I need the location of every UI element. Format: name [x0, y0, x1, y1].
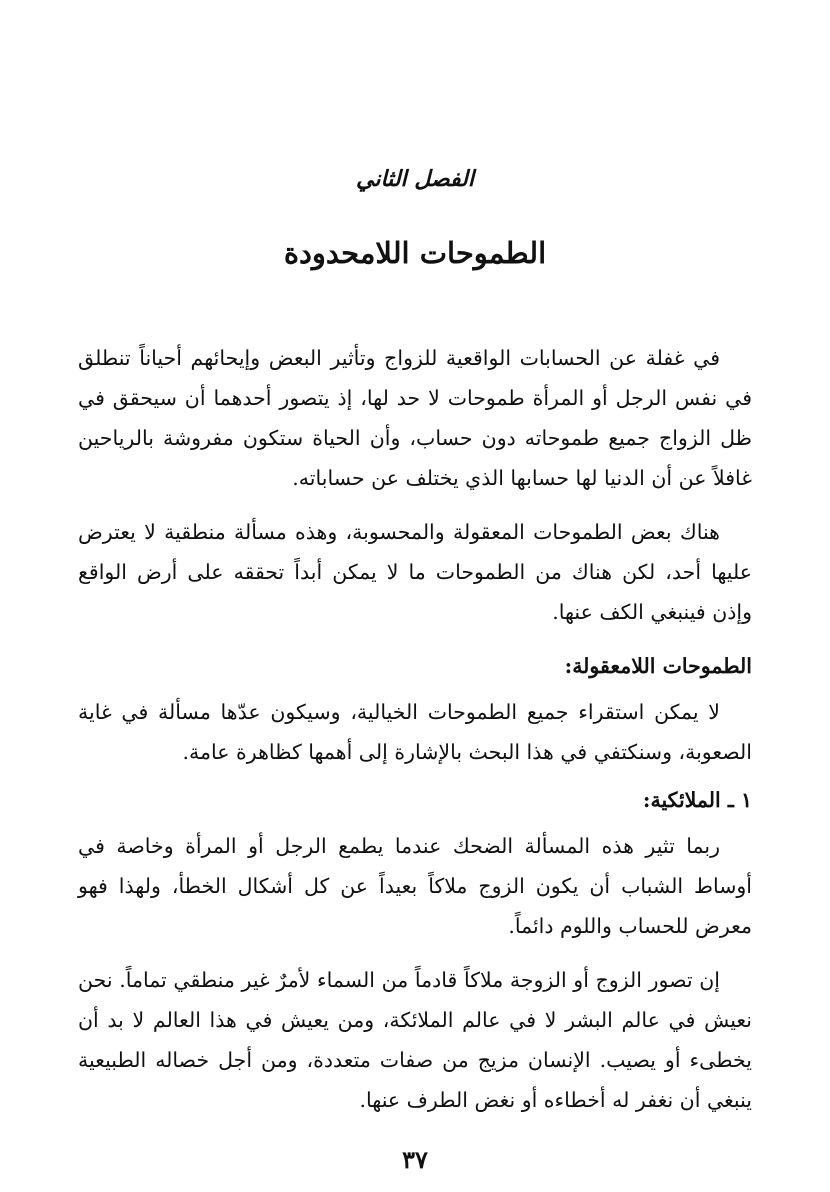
page-number: ٣٧: [402, 1145, 428, 1174]
paragraph-human-nature: إن تصور الزوج أو الزوجة ملاكاً قادماً من السماء لأمرٌ غير منطقي تماماً. نحن نعيش في عالم البشر لا في عالم الملائكة، ومن يعيش في هذا العالم لا بد أن يخطىء أو يصيب. الإنسان مزيج من صفات متعددة، ومن أجل خصاله الطبيعية ينبغي أن نغفر له أخطاءه أو نغض الطرف عنها.: [78, 968, 752, 1112]
paragraph-angelic-expectation: ربما تثير هذه المسألة الضحك عندما يطمع الرجل أو المرأة وخاصة في أوساط الشباب أن يكون الزوج ملاكاً بعيداً عن كل أشكال الخطأ، ولهذا فهو معرض للحساب واللوم دائماً.: [78, 834, 752, 938]
paragraph-reasonable-ambitions: هناك بعض الطموحات المعقولة والمحسوبة، وهذه مسألة منطقية لا يعترض عليها أحد، لكن هناك من الطموحات ما لا يمكن أبداً تحققه على أرض الواقع وإذن فينبغي الكف عنها.: [78, 520, 752, 624]
book-page: [78, 0, 752, 1192]
paragraph-unreasonable-ambitions: لا يمكن استقراء جميع الطموحات الخيالية، وسيكون عدّها مسألة في غاية الصعوبة، وسنكتفي في هذا البحث بالإشارة إلى أهمها كظاهرة عامة.: [78, 700, 752, 764]
paragraph-intro: في غفلة عن الحسابات الواقعية للزواج وتأثير البعض وإيحائهم أحياناً تنطلق في نفس الرجل أو المرأة طموحات لا حد لها، إذ يتصور أحدهما أن سيحقق في ظل الزواج جميع طموحاته دون حساب، وأن الحياة ستكون مفروشة بالرياحين غافلاً عن أن الدنيا لها حسابها الذي يختلف عن حساباته.: [78, 346, 752, 490]
chapter-title: الطموحات اللامحدودة: [283, 236, 547, 270]
chapter-label: الفصل الثاني: [356, 166, 474, 192]
section-heading-unreasonable-ambitions: الطموحات اللامعقولة:: [564, 654, 752, 678]
page-body: [78, 338, 752, 1134]
subsection-heading-angelic: ١ ـ الملائكية:: [642, 788, 752, 812]
